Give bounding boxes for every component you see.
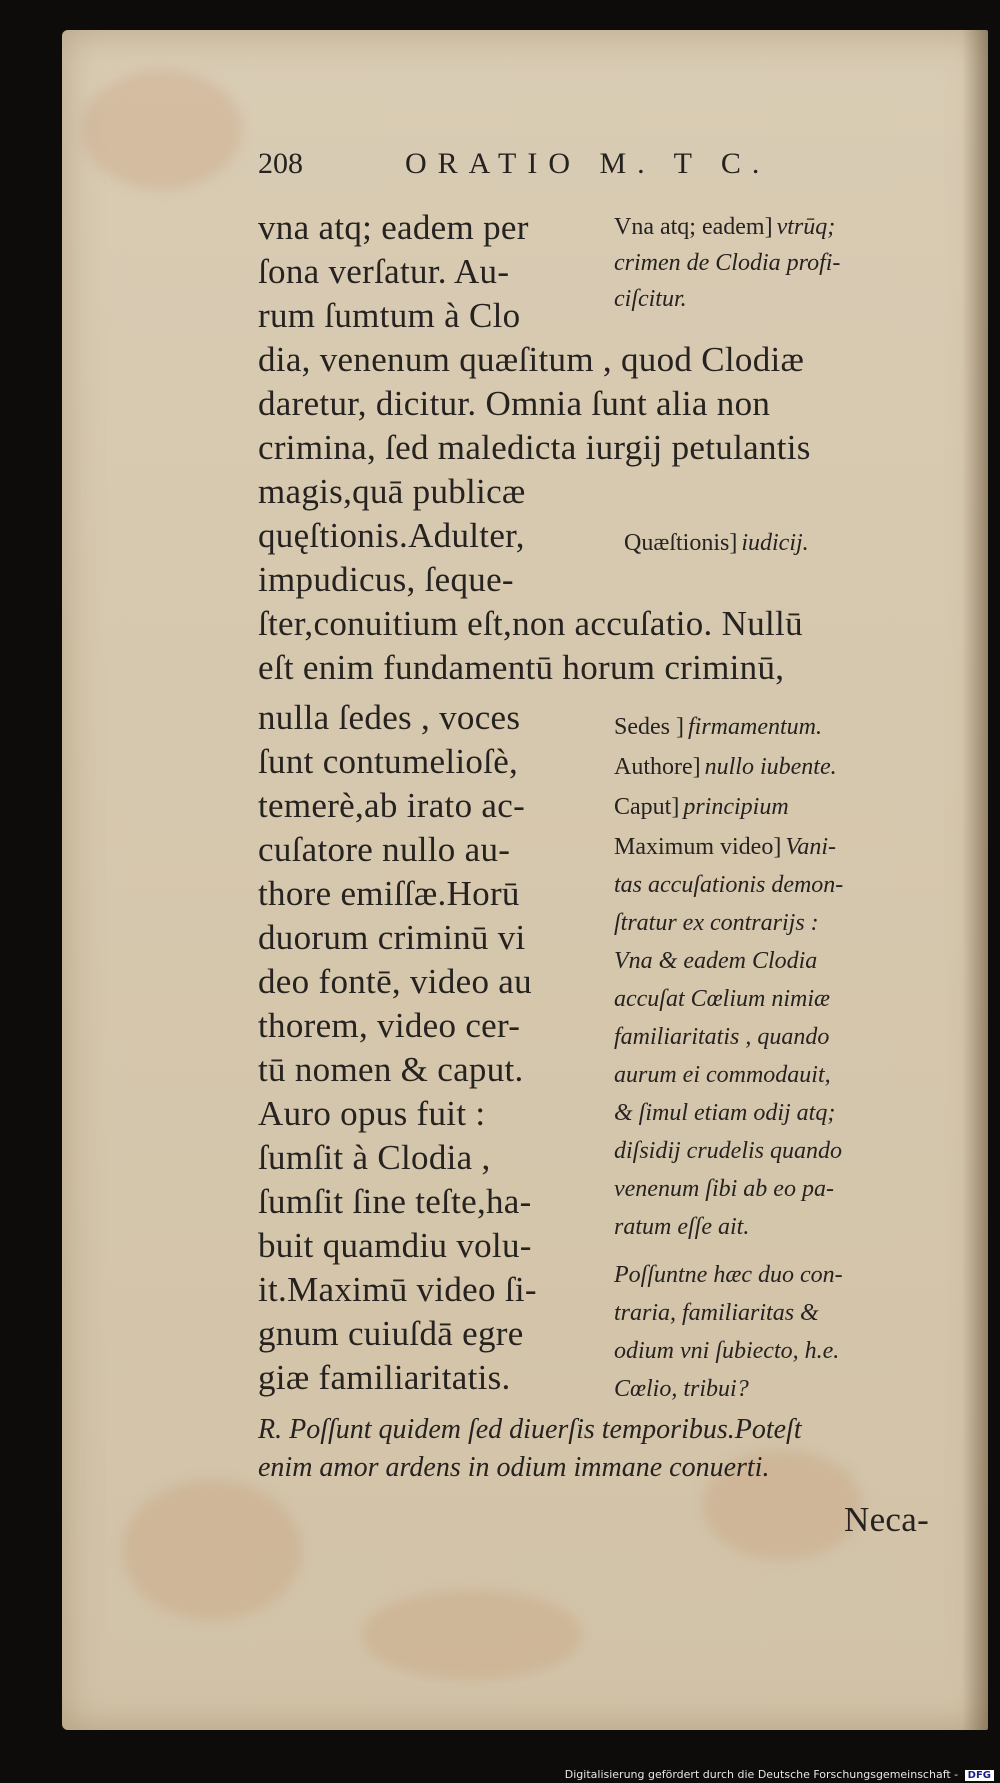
text-line: eſt enim fundamentū horum criminū, (258, 648, 785, 687)
gloss-text: Vani- (785, 834, 836, 860)
gloss-text: odium vni ſubiecto, h.e. (614, 1338, 840, 1364)
gloss (614, 834, 836, 861)
gloss-lemma: Sedes ] (614, 714, 684, 740)
gloss (624, 530, 809, 557)
text-line: ſunt contumelioſè, (258, 742, 519, 781)
text-line: magis,quā publicæ (258, 472, 526, 511)
answer-note-line: R. Poſſunt quidem ſed diuerſis temporibus.Poteſt (258, 1414, 802, 1445)
text-line: tū nomen & caput. (258, 1050, 524, 1089)
text-line: it.Maximū video ſi- (258, 1270, 537, 1309)
gloss-lemma: Quæſtionis] (624, 530, 738, 556)
gloss (614, 754, 837, 781)
gloss (614, 214, 835, 241)
gloss-text: traria, familiaritas & (614, 1300, 819, 1326)
gloss-text: familiaritatis , quando (614, 1024, 830, 1050)
gloss-text: Poſſuntne hæc duo con- (614, 1262, 843, 1288)
gloss-text: ciſcitur. (614, 286, 687, 312)
text-line: ſter,conuitium eſt,non accuſatio. Nullū (258, 604, 803, 643)
gloss-text: nullo iubente. (704, 754, 837, 780)
gloss-lemma: Caput] (614, 794, 680, 820)
gloss-text: diſsidij crudelis quando (614, 1138, 842, 1164)
answer-note-line: enim amor ardens in odium immane conuerti. (258, 1452, 770, 1483)
gloss (614, 794, 789, 821)
gloss-text: crimen de Clodia profi- (614, 250, 841, 276)
text-line: buit quamdiu volu- (258, 1226, 532, 1265)
gloss-text: ratum eſſe ait. (614, 1214, 750, 1240)
text-line: gnum cuiuſdā egre (258, 1314, 524, 1353)
text-line: rum ſumtum à Clo (258, 296, 521, 335)
text-line: daretur, dicitur. Omnia ſunt alia non (258, 384, 771, 423)
text-line: temerè,ab irato ac- (258, 786, 526, 825)
credit-text: Digitalisierung gefördert durch die Deutsche Forschungsgemeinschaft - (564, 1768, 959, 1781)
catchword: Neca- (844, 1500, 930, 1539)
text-line: ſona verſatur. Au- (258, 252, 510, 291)
gloss-text: venenum ſibi ab eo pa- (614, 1176, 834, 1202)
text-line: ſumſit ſine teſte,ha- (258, 1182, 532, 1221)
gloss-text: ſtratur ex contrarijs : (614, 910, 819, 936)
gloss-text: principium (683, 794, 789, 820)
gloss-text: accuſat Cœlium nimiæ (614, 986, 830, 1012)
digitization-credit (565, 1768, 994, 1781)
gloss-text: iudicij. (741, 530, 809, 556)
text-line: deo fontē, video au (258, 962, 532, 1001)
gloss-lemma: Vna atq; eadem] (614, 214, 773, 240)
text-line: thorem, video cer- (258, 1006, 521, 1045)
text-line: impudicus, ſeque- (258, 560, 514, 599)
gloss-text: tas accuſationis demon- (614, 872, 844, 898)
gloss (614, 714, 822, 741)
text-line: crimina, ſed maledicta iurgij petulantis (258, 428, 811, 467)
gloss-text: firmamentum. (687, 714, 822, 740)
gloss-lemma: Authore] (614, 754, 701, 780)
gloss-text: vtrūq; (776, 214, 836, 240)
text-line: duorum criminū vi (258, 918, 526, 957)
page-number: 208 (258, 147, 303, 180)
running-title: ORATIO M. T C. (405, 147, 771, 180)
gloss-text: & ſimul etiam odij atq; (614, 1100, 836, 1126)
text-line: cuſatore nullo au- (258, 830, 511, 869)
text-line: thore emiſſæ.Horū (258, 874, 520, 913)
dfg-logo: DFG (965, 1770, 994, 1781)
text-line: giæ familiaritatis. (258, 1358, 511, 1397)
gloss-lemma: Maximum video] (614, 834, 782, 860)
gloss-text: Vna & eadem Clodia (614, 948, 818, 974)
text-line: quęſtionis.Adulter, (258, 516, 525, 555)
text-line: nulla ſedes , voces (258, 698, 521, 737)
text-line: vna atq; eadem per (258, 208, 529, 247)
text-line: Auro opus fuit : (258, 1094, 486, 1133)
gloss-text: aurum ei commodauit, (614, 1062, 831, 1088)
text-line: ſumſit à Clodia , (258, 1138, 491, 1177)
text-line: dia, venenum quæſitum , quod Clodiæ (258, 340, 805, 379)
gloss-text: Cœlio, tribui? (614, 1376, 749, 1402)
